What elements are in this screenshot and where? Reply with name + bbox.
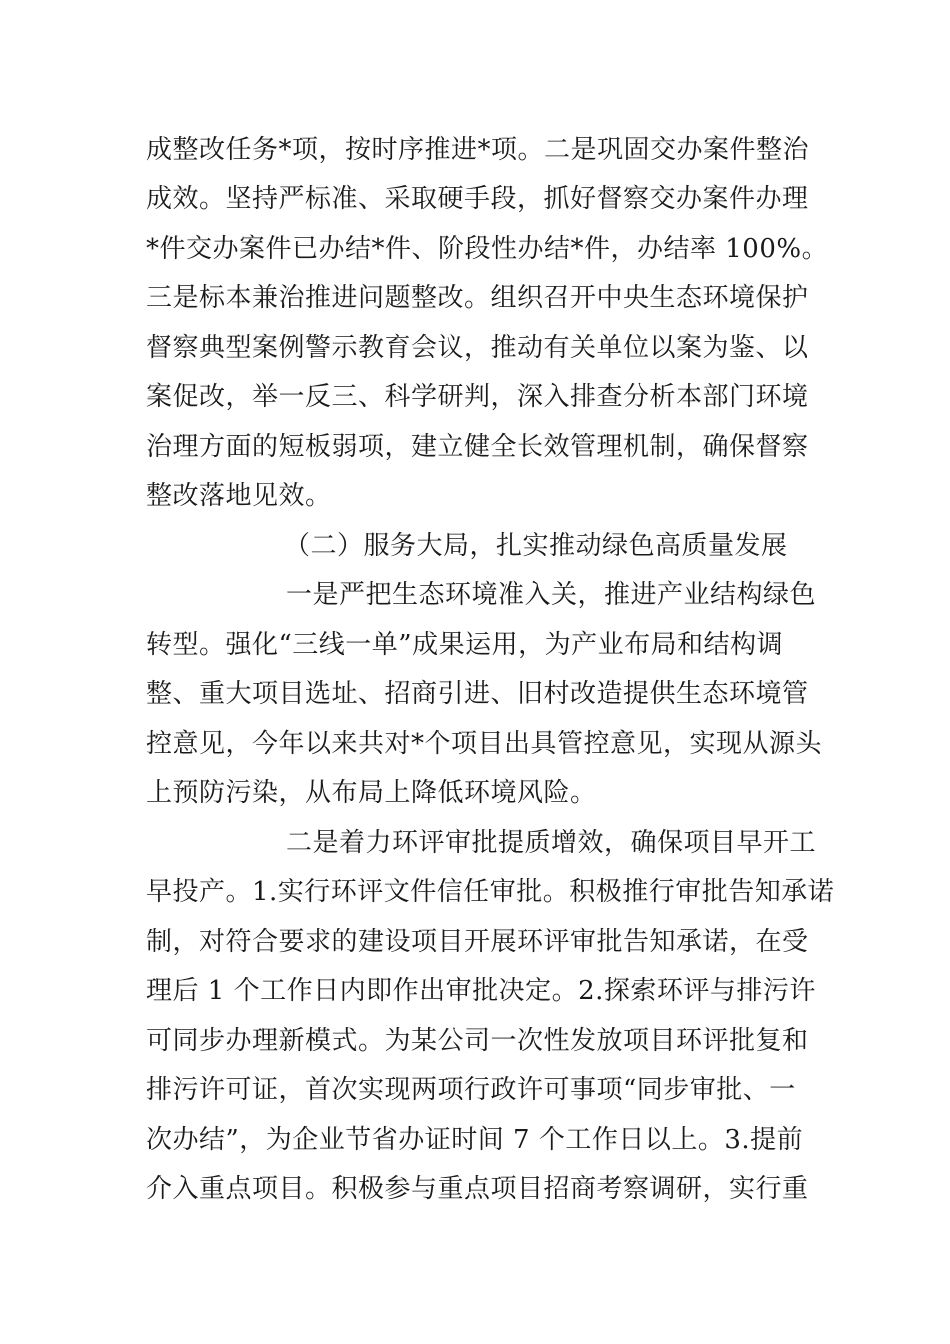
body-text-line: 整、重大项目选址、招商引进、旧村改造提供生态环境管 [146,679,809,709]
body-text-line: 制，对符合要求的建设项目开展环评审批告知承诺，在受 [146,927,809,957]
body-text-line: 成效。坚持严标准、采取硬手段，抓好督察交办案件办理 [146,184,809,214]
body-text-line: 案促改，举一反三、科学研判，深入排查分析本部门环境 [146,382,809,412]
body-text-line: 督察典型案例警示教育会议，推动有关单位以案为鉴、以 [146,333,809,363]
body-text-line: 早投产。1.实行环评文件信任审批。积极推行审批告知承诺 [146,877,835,907]
paragraph-first-line: 一是严把生态环境准入关，推进产业结构绿色 [286,580,817,610]
body-text-line: 介入重点项目。积极参与重点项目招商考察调研，实行重 [146,1174,809,1204]
section-heading: （二）服务大局，扎实推动绿色高质量发展 [284,531,788,561]
body-text-line: *件交办案件已办结*件、阶段性办结*件，办结率 100%。 [146,234,829,264]
body-text-line: 整改落地见效。 [146,481,332,511]
body-text-line: 治理方面的短板弱项，建立健全长效管理机制，确保督察 [146,432,809,462]
paragraph-first-line: 二是着力环评审批提质增效，确保项目早开工 [286,828,817,858]
body-text-line: 上预防污染，从布局上降低环境风险。 [146,778,597,808]
body-text-line: 排污许可证，首次实现两项行政许可事项“同步审批、一 [146,1075,796,1105]
body-text-line: 转型。强化“三线一单”成果运用，为产业布局和结构调 [146,630,784,660]
body-text-line: 三是标本兼治推进问题整改。组织召开中央生态环境保护 [146,283,809,313]
body-text-line: 控意见，今年以来共对*个项目出具管控意见，实现从源头 [146,729,823,759]
body-text-line: 可同步办理新模式。为某公司一次性发放项目环评批复和 [146,1026,809,1056]
body-text-line: 成整改任务*项，按时序推进*项。二是巩固交办案件整治 [146,135,810,165]
body-text-line: 理后 1 个工作日内即作出审批决定。2.探索环评与排污许 [146,976,816,1006]
body-text-line: 次办结”，为企业节省办证时间 7 个工作日以上。3.提前 [146,1125,804,1155]
